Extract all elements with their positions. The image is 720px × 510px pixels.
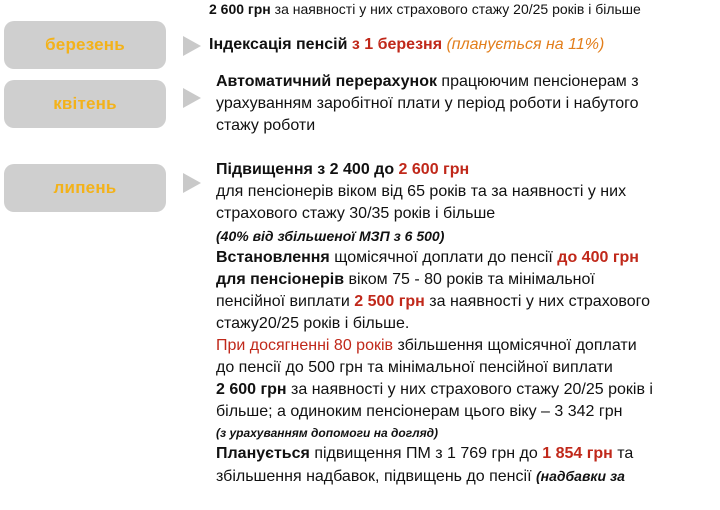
july-p2-rest1: щомісячної доплати до пенсії	[329, 249, 558, 266]
july-p1-line3: страхового стажу 30/35 років і більше	[216, 205, 496, 222]
july-p2-rest2: віком 75 - 80 років	[344, 271, 484, 288]
march-bold: Індексація пенсій	[209, 36, 352, 53]
april-line-3: стажу роботи	[216, 117, 316, 134]
arrow-right-icon	[183, 88, 201, 108]
july-p3-rest1: збільшення щомісячної доплати	[393, 337, 637, 354]
july-p4-bold: Планується	[216, 445, 310, 462]
arrow-right-icon	[183, 36, 201, 56]
july-p2-line3b: за наявності у них страхового	[424, 293, 651, 310]
july-p4-red: 1 854 грн	[542, 445, 613, 462]
march-text	[209, 34, 705, 56]
july-p2-line3a: пенсійної виплати	[216, 293, 355, 310]
july-p1-red: 2 600 грн	[398, 161, 470, 178]
july-p3-bold: 2 600 грн	[216, 381, 287, 398]
april-text	[216, 71, 712, 137]
july-p3-note: (з урахуванням допомоги на догляд)	[216, 426, 439, 440]
top-amount: 2 600 грн	[209, 1, 271, 17]
july-p2-red2: 2 500 грн	[354, 293, 425, 310]
july-p1-line2: для пенсіонерів віком від 65 років та за наявності у них	[216, 183, 627, 200]
july-text	[216, 159, 712, 488]
july-p3-line2: до пенсії до 500 грн та мінімальної пенсійної виплати	[216, 359, 613, 376]
arrow-right-icon	[183, 173, 201, 193]
july-p2-rest3: та мінімальної	[483, 271, 595, 288]
month-label-july: липень	[53, 178, 117, 197]
july-p4-note: (надбавки за	[535, 468, 625, 484]
july-p2-line4: стажу20/25 років і більше.	[216, 315, 410, 332]
july-p1-bold: Підвищення з 2 400 до	[216, 161, 399, 178]
month-pill-april	[4, 80, 166, 128]
month-label-march: березень	[45, 35, 125, 54]
july-p3-red: При досягненні 80 років	[216, 337, 394, 354]
july-p3-line4: більше; а одиноким пенсіонерам цього віку – 3 342 грн	[216, 403, 623, 420]
july-p2-bold2: для пенсіонерів	[216, 271, 345, 288]
april-line-2: урахуванням заробітної плати у період роботи і набутого	[216, 95, 639, 112]
april-rest-1: працюючим пенсіонерам з	[436, 73, 639, 90]
month-pill-july	[4, 164, 166, 212]
march-date: з 1 березня	[351, 36, 443, 53]
july-p2-bold1: Встановлення	[216, 249, 330, 266]
july-p4-line2: збільшення надбавок, підвищень до пенсії	[216, 468, 536, 485]
march-planned: (планується на 11%)	[442, 36, 605, 53]
july-p1-note: (40% від збільшеної МЗП з 6 500)	[216, 228, 445, 244]
month-label-april: квітень	[53, 94, 117, 113]
july-p3-line3: за наявності у них страхового стажу 20/25 років і	[286, 381, 653, 398]
july-p4-rest2: та	[612, 445, 634, 462]
month-pill-march	[4, 21, 166, 69]
april-bold: Автоматичний перерахунок	[216, 73, 437, 90]
july-p4-rest1: підвищення ПМ з 1 769 грн до	[309, 445, 543, 462]
july-p2-red1: до 400 грн	[557, 249, 639, 266]
top-continuation-line	[209, 0, 705, 18]
top-rest: за наявності у них страхового стажу 20/25 років і більше	[270, 1, 641, 17]
